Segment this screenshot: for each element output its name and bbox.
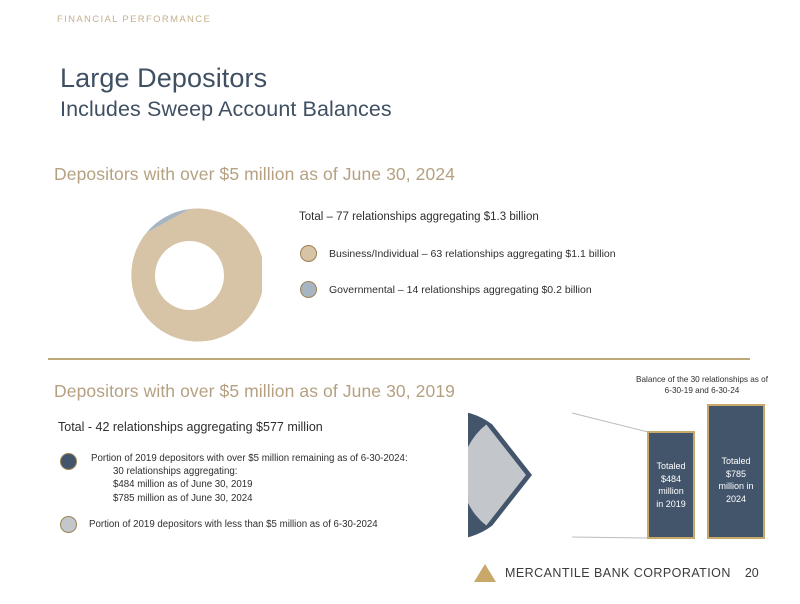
bar-2024-line3: million in: [718, 481, 754, 492]
callout-title-line2: 6-30-19 and 6-30-24: [664, 386, 740, 395]
pie-label-line3: over $5 million: [537, 469, 593, 480]
legend-item-business: [300, 245, 616, 262]
bar-2019-line2: $484: [660, 473, 682, 484]
bar-2024-line4: 2024: [725, 493, 747, 504]
legend-label-governmental: Governmental – 14 relationships aggregating $0.2 billion: [329, 283, 592, 296]
legend-item-lessthan: [60, 516, 378, 533]
pie-label-line2: relationships: [537, 457, 586, 468]
legend-swatch-business-icon: [300, 245, 317, 262]
page-subtitle: Includes Sweep Account Balances: [60, 97, 392, 121]
legend-label-lessthan: Portion of 2019 depositors with less than $5 million as of 6-30-2024: [89, 519, 378, 530]
eyebrow-label: FINANCIAL PERFORMANCE: [57, 14, 212, 25]
bar-label-2019: [648, 460, 694, 510]
footer: [474, 564, 759, 582]
legend-item-remaining: [60, 452, 408, 505]
bar-2019-line3: million: [658, 486, 684, 497]
bar-2019-line1: Totaled: [656, 461, 686, 471]
callout-title-line1: Balance of the 30 relationships as of: [636, 375, 768, 384]
legend-remaining-line2: 30 relationships aggregating:: [113, 466, 238, 478]
legend-label-remaining: [91, 452, 408, 505]
leader-line-bottom: [572, 537, 648, 538]
mercantile-triangle-logo-icon: [474, 564, 496, 582]
section-heading-2019: Depositors with over $5 million as of June 30, 2019: [54, 381, 456, 401]
section-divider: [48, 358, 750, 360]
pie-label-line4: as of: [537, 480, 556, 491]
legend-remaining-line4: $785 million as of June 30, 2024: [113, 492, 253, 504]
legend-item-governmental: [300, 281, 592, 298]
legend-remaining-line3: $484 million as of June 30, 2019: [113, 479, 253, 491]
bar-2024-line1: Totaled: [721, 456, 751, 466]
legend-label-business: Business/Individual – 63 relationships aggregating $1.1 billion: [329, 247, 616, 260]
section2-total-text: Total - 42 relationships aggregating $577 million: [58, 420, 323, 434]
page-title: Large Depositors: [60, 63, 268, 93]
pie-slice-label-remaining: [537, 446, 592, 504]
legend-swatch-remaining-icon: [60, 453, 77, 470]
pie-label-line5: June 30, 2024: [537, 492, 592, 503]
leader-line-top: [572, 413, 648, 432]
pie-label-line1: 30: [537, 446, 547, 456]
section1-total-text: Total – 77 relationships aggregating $1.3 billion: [299, 211, 539, 223]
bar-label-2024: [708, 455, 764, 505]
footer-company-name: MERCANTILE BANK CORPORATION: [505, 566, 731, 580]
donut-hole: [155, 241, 224, 310]
bar-2024-line2: $785: [725, 468, 747, 479]
legend-remaining-line1: Portion of 2019 depositors with over $5 million remaining as of 6-30-2024:: [91, 453, 408, 464]
legend-swatch-lessthan-icon: [60, 516, 77, 533]
section-heading-2024: Depositors with over $5 million as of June 30, 2024: [54, 164, 456, 184]
callout-title: [622, 374, 782, 396]
donut-chart-2024: [117, 203, 262, 348]
bar-2019-line4: in 2019: [656, 498, 686, 509]
pie-slice-lessthan: [468, 425, 526, 526]
footer-page-number: 20: [744, 566, 759, 580]
legend-swatch-governmental-icon: [300, 281, 317, 298]
